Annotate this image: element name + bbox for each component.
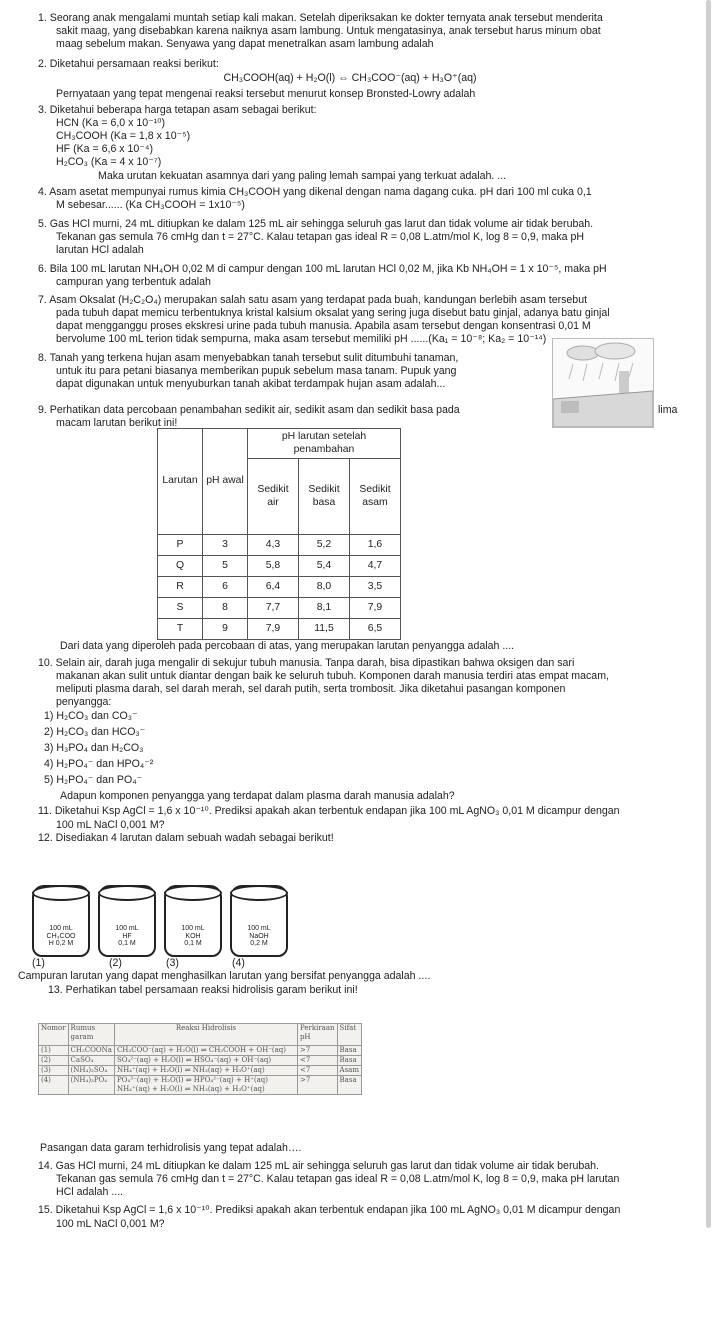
q2-line: 2. Diketahui persamaan reaksi berikut: <box>38 58 219 70</box>
cell-sifat: Asam <box>337 1066 361 1076</box>
cell-larutan: R <box>158 577 203 598</box>
cell-air: 4,3 <box>248 535 299 556</box>
cell-larutan: P <box>158 535 203 556</box>
q3-acid: H₂CO₃ (Ka = 4 x 10⁻⁷) <box>56 156 162 168</box>
q4-line: M sebesar...... (Ka CH₃COOH = 1x10⁻⁵) <box>56 199 245 211</box>
q9-line: 9. Perhatikan data percobaan penambahan sedikit air, sedikit asam dan sedikit basa pada <box>38 404 460 416</box>
q1-line: sakit maag, yang disebabkan karena naiknya asam lambung. Untuk mengatasinya, anak tersebut harus minum obat <box>56 25 601 37</box>
beaker-number: (4) <box>232 957 245 969</box>
cell-ph: 5 <box>203 556 248 577</box>
cell-sifat: Basa <box>337 1056 361 1066</box>
q5-line: larutan HCl adalah <box>56 244 144 256</box>
q8-line: 8. Tanah yang terkena hujan asam menyebabkan tanah tersebut sulit ditumbuhi tanaman, <box>38 352 459 364</box>
cell-asam: 1,6 <box>350 535 401 556</box>
q10-option: 1) H₂CO₃ dan CO₃⁻ <box>44 710 138 722</box>
q13-line: 13. Perhatikan tabel persamaan reaksi hidrolisis garam berikut ini! <box>48 984 358 996</box>
cell-basa: 8,0 <box>299 577 350 598</box>
cell-air: 5,8 <box>248 556 299 577</box>
header-ph: Perkiraan pH <box>297 1024 337 1046</box>
cell-ph: 8 <box>203 598 248 619</box>
beaker-concentration: 0,2 M <box>250 940 268 947</box>
header-nomor: Nomor <box>39 1024 69 1046</box>
beaker-concentration: H 0,2 M <box>48 940 74 947</box>
header-reaksi: Reaksi Hidrolisis <box>114 1024 297 1046</box>
q10-option: 5) H₂PO₄⁻ dan PO₄⁻ <box>44 774 143 786</box>
q4-line: 4. Asam asetat mempunyai rumus kimia CH₃COOH yang dikenal dengan nama dagang cuka. pH dari 100 ml cuka 0,1 <box>38 186 592 198</box>
beaker-concentration: 0,1 M <box>184 940 202 947</box>
q13-question: Pasangan data garam terhidrolisis yang tepat adalah…. <box>40 1142 302 1154</box>
beaker-volume: 100 mL <box>181 925 205 932</box>
q10-line: penyangga: <box>56 696 112 708</box>
q9-question: Dari data yang diperoleh pada percobaan di atas, yang merupakan larutan penyangga adalah .... <box>60 640 515 652</box>
cell-asam: 3,5 <box>350 577 401 598</box>
cell-ph: <7 <box>297 1066 337 1076</box>
cell-air: 7,9 <box>248 619 299 640</box>
q3-acid: CH₃COOH (Ka = 1,8 x 10⁻⁵) <box>56 130 191 142</box>
cell-asam: 6,5 <box>350 619 401 640</box>
q11-line: 100 mL NaCl 0,001 M? <box>56 819 165 831</box>
cell-larutan: Q <box>158 556 203 577</box>
q11-line: 11. Diketahui Ksp AgCl = 1,6 x 10⁻¹⁰. Prediksi apakah akan terbentuk endapan jika 100 mL AgNO₃ 0,01 M dicampur dengan <box>38 805 620 817</box>
q14-line: HCl adalah .... <box>56 1186 124 1198</box>
header-ph-setelah: pH larutan setelah penambahan <box>248 429 401 459</box>
q2-equation: CH₃COOH(aq) + H₂O(l) ⇔ CH₃COO⁻(aq) + H₃O⁺(aq) <box>223 72 477 84</box>
q3-line: 3. Diketahui beberapa harga tetapan asam sebagai berikut: <box>38 104 317 116</box>
beaker-volume: 100 mL <box>115 925 139 932</box>
q7-line: dapat mengganggu proses ekskresi urine pada tubuh manusia. Apabila asam tersebut dengan konsentrasi 0,01 M <box>56 320 591 332</box>
cell-air: 7,7 <box>248 598 299 619</box>
cell-basa: 8,1 <box>299 598 350 619</box>
q2-line: Pernyataan yang tepat mengenai reaksi tersebut menurut konsep Bronsted-Lowry adalah <box>56 88 476 100</box>
cell-air: 6,4 <box>248 577 299 598</box>
cell-rumus: (NH₄)₃PO₄ <box>68 1076 114 1095</box>
beaker-solution: NaOH <box>249 932 269 940</box>
cell-basa: 11,5 <box>299 619 350 640</box>
q7-line: pada tubuh dapat memicu terbentuknya kristal kalsium oksalat yang sering juga disebut batu ginjal, adanya batu ginjal <box>56 307 610 319</box>
q8-line: dapat digunakan untuk menyuburkan tanah akibat terdampak hujan asam adalah... <box>56 378 446 390</box>
cell-asam: 7,9 <box>350 598 401 619</box>
cell-larutan: S <box>158 598 203 619</box>
cell-reaksi: CH₃COO⁻(aq) + H₂O(l) ⇌ CH₃COOH + OH⁻(aq) <box>114 1046 297 1056</box>
cell-ph: 9 <box>203 619 248 640</box>
q5-line: Tekanan gas semula 76 cmHg dan t = 27°C. Kalau tetapan gas ideal R = 0,08 L.atm/mol K, log 8 = 0,9, maka pH <box>56 231 585 243</box>
header-sifat: Sifat <box>337 1024 361 1046</box>
q5-line: 5. Gas HCl murni, 24 mL ditiupkan ke dalam 125 mL air sehingga seluruh gas larut dan tidak volume air tidak berubah. <box>38 218 594 230</box>
table-row <box>158 598 401 619</box>
cell-ph: 6 <box>203 577 248 598</box>
table-row <box>39 1066 362 1076</box>
q10-option: 4) H₂PO₄⁻ dan HPO₄⁻² <box>44 758 154 770</box>
buffer-data-table <box>157 428 401 640</box>
table-row <box>39 1046 362 1056</box>
header-sedikit-air: Sedikit air <box>248 459 299 535</box>
q15-line: 15. Diketahui Ksp AgCl = 1,6 x 10⁻¹⁰. Prediksi apakah akan terbentuk endapan jika 100 mL AgNO₃ 0,01 M dicampur dengan <box>38 1204 621 1216</box>
q12-line: 12. Disediakan 4 larutan dalam sebuah wadah sebagai berikut! <box>38 832 334 844</box>
table-row <box>158 556 401 577</box>
q6-line: 6. Bila 100 mL larutan NH₄OH 0,02 M di campur dengan 100 mL larutan HCl 0,02 M, jika Kb NH₄OH = 1 x 10⁻⁵, maka pH <box>38 263 607 275</box>
cell-larutan: T <box>158 619 203 640</box>
header-larutan: Larutan <box>158 429 203 535</box>
cell-no: (4) <box>39 1076 69 1095</box>
q10-line: makanan akan sulit untuk diantar dengan baik ke seluruh tubuh. Komponen darah manusia terdiri atas empat macam, <box>56 670 609 682</box>
cell-no: (2) <box>39 1056 69 1066</box>
cell-ph: >7 <box>297 1046 337 1056</box>
cell-basa: 5,2 <box>299 535 350 556</box>
table-row <box>158 535 401 556</box>
q7-line: 7. Asam Oksalat (H₂C₂O₄) merupakan salah satu asam yang terdapat pada buah, kandungan berlebih asam tersebut <box>38 294 588 306</box>
q12-question: Campuran larutan yang dapat menghasilkan larutan yang bersifat penyangga adalah .... <box>18 970 431 982</box>
q3-question: Maka urutan kekuatan asamnya dari yang paling lemah sampai yang terkuat adalah. ... <box>98 170 507 182</box>
header-ph-awal: pH awal <box>203 429 248 535</box>
cell-rumus: CH₃COONa <box>68 1046 114 1056</box>
beaker <box>164 885 222 957</box>
beaker-number: (1) <box>32 957 45 969</box>
reaksi-line: PO₄³⁻(aq) + H₂O(l) ⇌ HPO₄²⁻(aq) + H⁺(aq) <box>116 1076 269 1084</box>
q6-line: campuran yang terbentuk adalah <box>56 276 211 288</box>
cell-reaksi <box>114 1076 297 1095</box>
acid-rain-icon <box>553 339 653 427</box>
cell-basa: 5,4 <box>299 556 350 577</box>
q10-question: Adapun komponen penyangga yang terdapat dalam plasma darah manusia adalah? <box>60 790 455 802</box>
beaker-solution: HF <box>122 932 132 940</box>
table-row <box>158 619 401 640</box>
beaker-number: (2) <box>109 957 122 969</box>
cell-no: (1) <box>39 1046 69 1056</box>
beaker-set <box>32 885 332 957</box>
beaker-solution: CH₃COO <box>46 932 76 940</box>
cell-ph: >7 <box>297 1076 337 1095</box>
cell-ph: 3 <box>203 535 248 556</box>
q9-line-end: lima <box>658 404 678 416</box>
cell-reaksi: NH₄⁺(aq) + H₂O(l) ⇌ NH₃(aq) + H₃O⁺(aq) <box>114 1066 297 1076</box>
q10-option: 2) H₂CO₃ dan HCO₃⁻ <box>44 726 146 738</box>
beaker-volume: 100 mL <box>49 925 73 932</box>
q15-line: 100 mL NaCl 0,001 M? <box>56 1218 165 1230</box>
beaker-number: (3) <box>166 957 179 969</box>
beaker-volume: 100 mL <box>247 925 271 932</box>
hydrolysis-table <box>38 1023 362 1095</box>
q7-line: bervolume 100 mL terion tidak sempurna, maka asam tersebut memiliki pH ......(Ka₁ = 10⁻⁸; Ka₂ = 10⁻¹⁴) <box>56 333 547 345</box>
beaker <box>230 885 288 957</box>
cell-sifat: Basa <box>337 1046 361 1056</box>
cell-sifat: Basa <box>337 1076 361 1095</box>
q14-line: 14. Gas HCl murni, 24 mL ditiupkan ke dalam 125 mL air sehingga seluruh gas larut dan tidak volume air tidak berubah. <box>38 1160 599 1172</box>
table-row <box>39 1056 362 1066</box>
cell-asam: 4,7 <box>350 556 401 577</box>
q3-acid: HF (Ka = 6,6 x 10⁻⁴) <box>56 143 153 155</box>
q3-acid: HCN (Ka = 6,0 x 10⁻¹⁰) <box>56 117 166 129</box>
q14-line: Tekanan gas semula 76 cmHg dan t = 27°C. Kalau tetapan gas ideal R = 0,08 L.atm/mol K, log 8 = 0,9, maka pH larutan <box>56 1173 620 1185</box>
cell-reaksi: SO₄²⁻(aq) + H₂O(l) ⇌ HSO₄⁻(aq) + OH⁻(aq) <box>114 1056 297 1066</box>
beaker-solution: KOH <box>185 932 201 940</box>
q10-option: 3) H₃PO₄ dan H₂CO₃ <box>44 742 144 754</box>
cell-rumus: CaSO₄ <box>68 1056 114 1066</box>
header-rumus: Rumus garam <box>68 1024 114 1046</box>
beaker <box>98 885 156 957</box>
acid-rain-illustration <box>552 338 654 428</box>
header-sedikit-asam: Sedikit asam <box>350 459 401 535</box>
q10-line: 10. Selain air, darah juga mengalir di sekujur tubuh manusia. Tanpa darah, bisa dipastikan bahwa oksigen dan sari <box>38 657 575 669</box>
beaker <box>32 885 90 957</box>
q8-line: untuk itu para petani biasanya memberikan pupuk sebelum masa tanam. Pupuk yang <box>56 365 457 377</box>
q9-line: macam larutan berikut ini! <box>56 417 178 429</box>
q1-line: 1. Seorang anak mengalami muntah setiap kali makan. Setelah diperiksakan ke dokter ternyata anak tersebut menderita <box>38 12 603 24</box>
beaker-concentration: 0,1 M <box>118 940 136 947</box>
header-sedikit-basa: Sedikit basa <box>299 459 350 535</box>
q10-line: meliputi plasma darah, sel darah merah, sel darah putih, serta trombosit. Jika diketahui pasangan komponen <box>56 683 566 695</box>
cell-rumus: (NH₄)₂SO₄ <box>68 1066 114 1076</box>
table-row <box>158 577 401 598</box>
reaksi-line: NH₄⁺(aq) + H₂O(l) ⇌ NH₃(aq) + H₃O⁺(aq) <box>116 1085 265 1093</box>
cell-no: (3) <box>39 1066 69 1076</box>
table-row <box>39 1076 362 1095</box>
cell-ph: <7 <box>297 1056 337 1066</box>
scrollbar[interactable] <box>706 0 711 1228</box>
q1-line: maag sebelum makan. Senyawa yang dapat menetralkan asam lambung adalah <box>56 38 434 50</box>
